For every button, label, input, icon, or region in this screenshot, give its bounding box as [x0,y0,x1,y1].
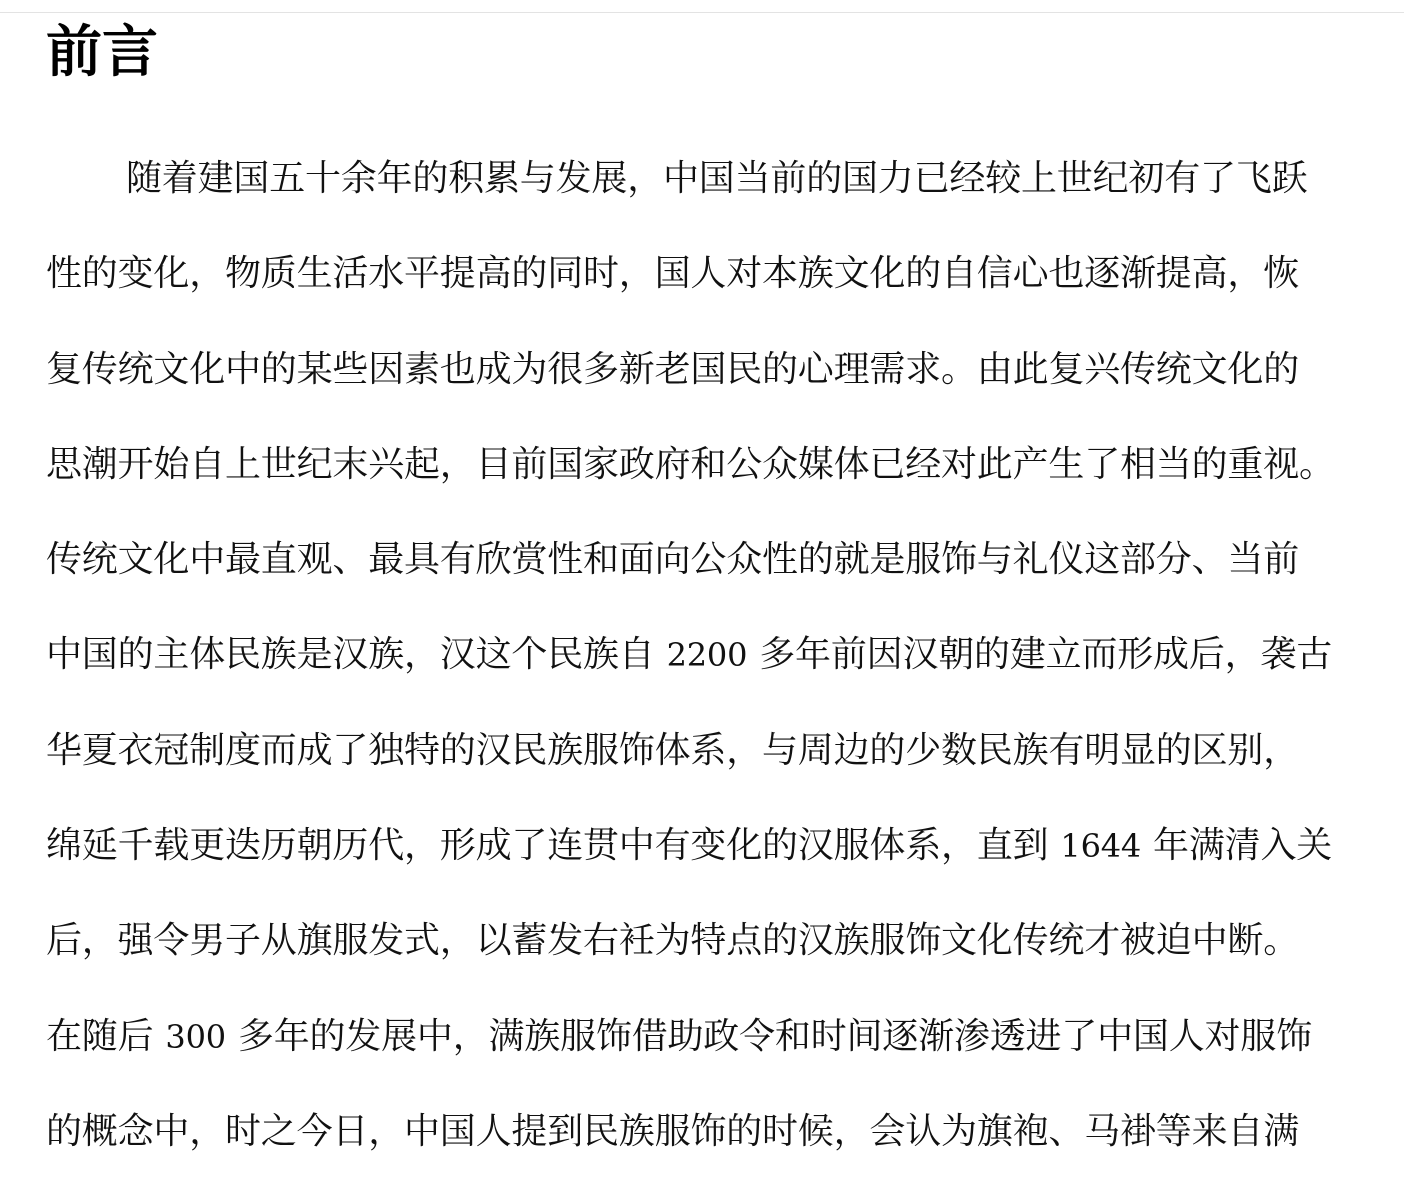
text-segment: 随着建国五十余年的积累与发展，中国当前的国力已经较上世纪初有了飞跃 [126,158,1308,199]
paragraph-line [46,442,1366,537]
text-segment: 华夏衣冠制度而成了独特的汉民族服饰体系，与周边的少数民族有明显的区别， [46,729,1300,771]
paragraph-line [46,1014,1366,1109]
text-segment: 中国的主体民族是汉族，汉这个民族自 [46,634,655,676]
paragraph-line [46,632,1366,727]
text-segment: 绵延千载更迭历朝历代，形成了连贯中有变化的汉服体系，直到 [46,825,1049,867]
text-segment: 多年前因汉朝的建立而形成后，袭古 [759,634,1333,676]
paragraph-line [46,918,1366,1013]
paragraph-line [46,156,1366,251]
text-segment: 多年的发展中，满族服饰借助政令和时间逐渐渗透进了中国人对服饰 [237,1015,1312,1057]
text-segment: 复传统文化中的某些因素也成为很多新老国民的心理需求。由此复兴传统文化的 [46,348,1300,390]
text-segment: 在随后 [46,1015,154,1057]
text-segment: 思潮开始自上世纪末兴起，目前国家政府和公众媒体已经对此产生了相当的重视。 [46,443,1335,485]
inline-number: 2200 [666,636,748,675]
paragraph-line [46,728,1366,823]
inline-number: 1644 [1060,827,1142,866]
text-segment: 的概念中，时之今日，中国人提到民族服饰的时候，会认为旗袍、马褂等来自满 [46,1110,1300,1152]
text-segment: 性的变化，物质生活水平提高的同时，国人对本族文化的自信心也逐渐提高，恢 [46,253,1300,295]
text-segment: 传统文化中最直观、最具有欣赏性和面向公众性的就是服饰与礼仪这部分、当前 [46,539,1300,581]
text-segment: 年满清入关 [1153,825,1333,867]
text-segment: 后，强令男子从旗服发式，以蓄发右衽为特点的汉族服饰文化传统才被迫中断。 [46,920,1300,962]
inline-number: 300 [165,1017,226,1056]
paragraph-line [46,823,1366,918]
paragraph-line [46,347,1366,442]
paragraph-line [46,251,1366,346]
document-body [46,156,1366,1204]
paragraph-line [46,537,1366,632]
paragraph-line [46,1109,1366,1204]
document-title: 前言 [46,20,158,85]
